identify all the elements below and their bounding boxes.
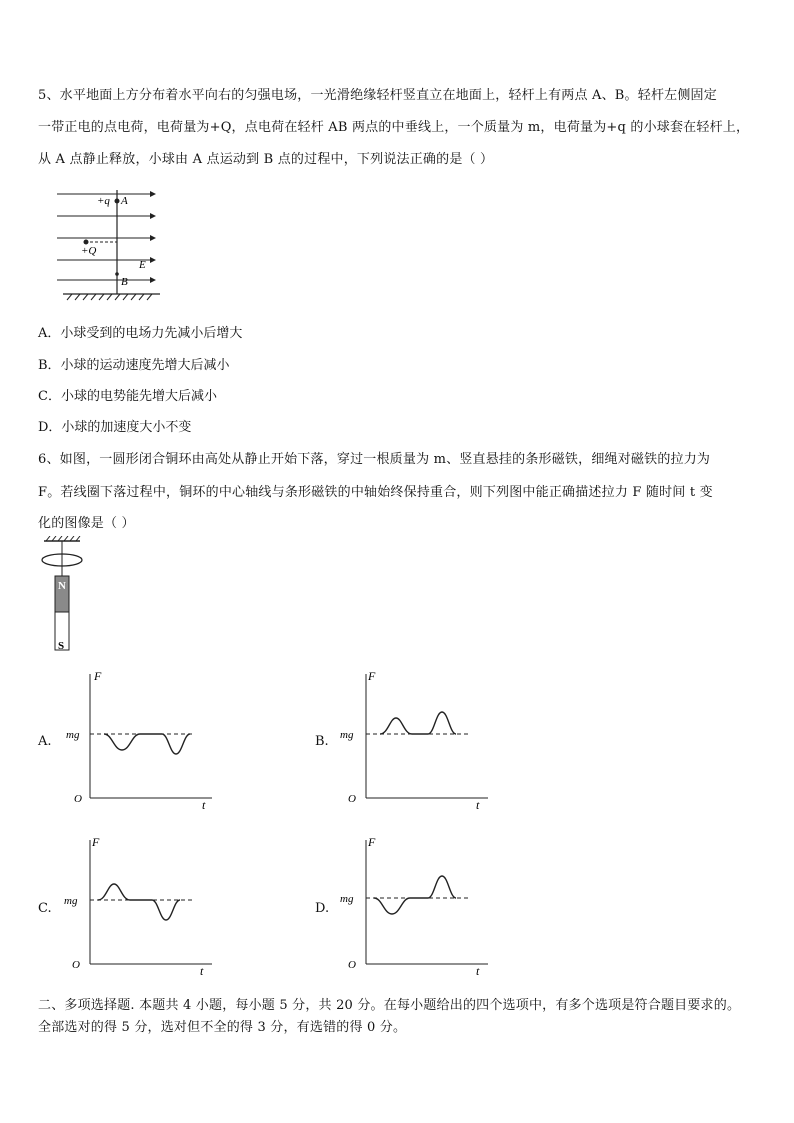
y-label: F <box>368 669 376 683</box>
q6-stem-line-2: F。若线圈下落过程中，铜环的中心轴线与条形磁铁的中轴始终保持重合，则下列图中能正确描述拉力 F 随时间 t 变 <box>38 485 713 500</box>
label-plus-q: +q <box>97 195 110 207</box>
q6-stem-line-1: 6、如图，一圆形闭合铜环由高处从静止开始下落，穿过一根质量为 m、竖直悬挂的条形磁铁，细绳对磁铁的拉力为 <box>38 452 711 467</box>
section2-line-2: 全部选对的得 5 分，选对但不全的得 3 分，有选错的得 0 分。 <box>38 1020 407 1035</box>
mg-label: mg <box>340 893 354 905</box>
label-e: E <box>139 259 146 271</box>
y-label: F <box>94 669 102 683</box>
point-b <box>115 272 119 276</box>
choice-c-letter: C. <box>38 901 52 916</box>
choice-a-letter: A. <box>38 734 52 749</box>
origin-label: O <box>348 959 356 971</box>
label-a: A <box>121 195 128 207</box>
q5-option-a: A．小球受到的电场力先减小后增大 <box>38 326 243 341</box>
graph-a <box>62 666 222 811</box>
q5-option-b: B．小球的运动速度先增大后减小 <box>38 358 230 373</box>
q5-field-diagram <box>55 182 170 304</box>
ground-hatching <box>67 294 152 300</box>
y-label: F <box>368 835 376 849</box>
force-curve <box>374 876 456 914</box>
section2-line-1: 二、多项选择题. 本题共 4 小题，每小题 5 分，共 20 分。在每小题给出的四个选项中，有多个选项是符合题目要求的。 <box>38 998 741 1013</box>
graph-d <box>338 832 498 977</box>
graph-b <box>338 666 498 811</box>
point-charge <box>84 240 89 245</box>
mg-label: mg <box>66 729 80 741</box>
q5-stem-line-1: 5、水平地面上方分布着水平向右的匀强电场，一光滑绝缘轻杆竖直立在地面上，轻杆上有两点 A、B。轻杆左侧固定 <box>38 88 717 103</box>
label-n: N <box>58 580 66 592</box>
y-label: F <box>92 835 100 849</box>
q5-option-c: C．小球的电势能先增大后减小 <box>38 389 217 404</box>
q5-option-d: D．小球的加速度大小不变 <box>38 420 192 435</box>
choice-b-letter: B. <box>315 734 329 749</box>
label-s: S <box>58 640 65 652</box>
force-curve <box>380 712 456 734</box>
choice-d-letter: D. <box>315 901 330 916</box>
ball-at-a <box>115 199 120 204</box>
origin-label: O <box>72 959 80 971</box>
mg-label: mg <box>64 895 78 907</box>
origin-label: O <box>348 793 356 805</box>
force-curve <box>104 734 190 754</box>
origin-label: O <box>74 793 82 805</box>
label-plus-big-q: +Q <box>81 245 97 257</box>
x-label: t <box>476 798 480 811</box>
x-label: t <box>202 798 206 811</box>
graph-c <box>62 832 222 977</box>
q6-stem-line-3: 化的图像是（ ） <box>38 516 135 531</box>
q5-stem-line-3: 从 A 点静止释放，小球由 A 点运动到 B 点的过程中，下列说法正确的是（ ） <box>38 152 494 167</box>
x-label: t <box>476 964 480 977</box>
mg-label: mg <box>340 729 354 741</box>
force-curve <box>98 884 180 920</box>
q6-magnet-diagram <box>36 536 86 656</box>
label-b: B <box>121 276 128 288</box>
x-label: t <box>200 964 204 977</box>
q5-stem-line-2: 一带正电的点电荷，电荷量为+Q，点电荷在轻杆 AB 两点的中垂线上，一个质量为 m，电荷量为+q 的小球套在轻杆上， <box>38 120 750 135</box>
